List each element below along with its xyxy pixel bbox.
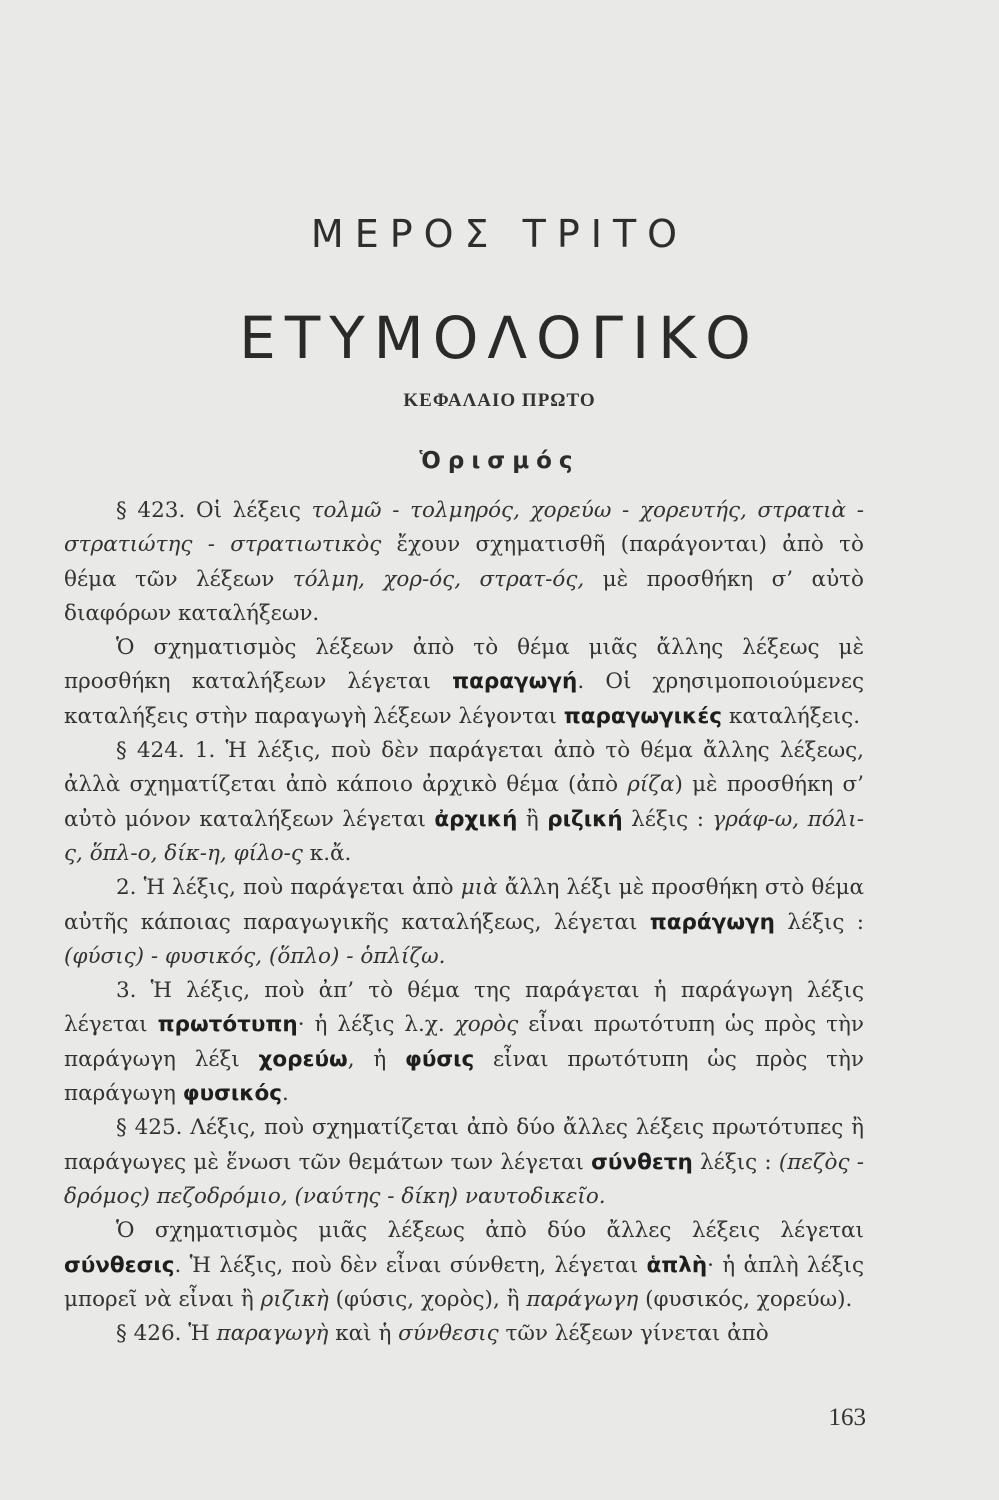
section-heading: Ὁρισμός <box>419 448 580 474</box>
bold-term: παράγωγη <box>649 909 775 935</box>
text-run: (φύσις, χορὸς), ἢ <box>328 1286 527 1312</box>
text-run: εἶναι πρωτότυπη ὡς πρὸς τὴν παράγωγη <box>64 1046 864 1107</box>
text-run: . <box>282 1081 289 1107</box>
text-run: § 424. 1. Ἡ λέξις, ποὺ δὲν παράγεται ἀπὸ τὸ θέμα ἄλλης λέξεως, ἀλλὰ σχηματίζεται ἀπὸ κάποιο ἀρχικὸ θέμα (ἀπὸ <box>64 738 864 798</box>
text-run: . Ἡ λέξις, ποὺ δὲν εἶναι σύνθετη, λέγεται <box>174 1252 647 1278</box>
text-run: § 425. Λέξις, ποὺ σχηματίζεται ἀπὸ δύο ἄλλες λέξεις πρωτότυπες ἢ παράγωγες μὲ ἕνωσι τῶν θεμάτων των λέγεται <box>64 1115 864 1175</box>
paragraph <box>64 1111 864 1214</box>
italic-text: ρίζα <box>627 772 675 798</box>
paragraph <box>64 871 864 974</box>
text-run: καὶ ἡ <box>328 1321 399 1347</box>
text-run: τῶν λέξεων γίνεται ἀπὸ <box>498 1321 769 1347</box>
text-run: καταλήξεις. <box>722 703 861 729</box>
bold-term: σύνθεσις <box>64 1252 175 1278</box>
paragraph <box>64 494 864 631</box>
page-number: 163 <box>828 1404 866 1431</box>
text-run: Ὁ σχηματισμὸς λέξεων ἀπὸ τὸ θέμα μιᾶς ἄλλης λέξεως μὲ προσθήκη καταλήξεων λέγεται <box>64 635 864 695</box>
italic-text: τολμῶ - τολμηρός, χορεύω - χορευτής, στρατιὰ - στρατιώτης - στρατιωτικὸς <box>64 498 864 558</box>
italic-text: χορὸς <box>454 1012 519 1038</box>
text-run: 2. Ἡ λέξις, ποὺ παράγεται ἀπὸ <box>116 875 461 901</box>
bold-term: πρωτότυπη <box>157 1012 298 1038</box>
text-run: λέξις : <box>775 909 864 935</box>
body-text <box>64 494 864 1351</box>
main-title: ΕΤΥΜΟΛΟΓΙΚΟ <box>239 304 760 372</box>
text-run: , ἡ <box>347 1046 406 1072</box>
bold-term: ἀρχική <box>434 806 518 832</box>
text-run: · ἡ λέξις λ.χ. <box>297 1012 455 1038</box>
bold-term: σύνθετη <box>591 1149 693 1175</box>
paragraph <box>64 1214 864 1317</box>
part-title: ΜΕΡΟΣ ΤΡΙΤΟ <box>310 212 689 256</box>
italic-text: ριζικὴ <box>260 1286 329 1312</box>
paragraph <box>64 734 864 871</box>
italic-text: (φύσις) - φυσικός, (ὅπλο) - ὁπλίζω. <box>64 943 446 969</box>
italic-text: παραγωγὴ <box>216 1321 329 1347</box>
italic-text: γράφ-ω, πόλι-ς, ὅπλ-ο, δίκ-η, φίλο-ς <box>64 806 864 866</box>
bold-term: φύσις <box>405 1046 475 1072</box>
text-run: 3. Ἡ λέξις, ποὺ ἀπ’ τὸ θέμα της παράγεται ἡ παράγωγη λέξις λέγεται <box>64 978 864 1038</box>
text-run: ἄλλη λέξι μὲ προσθήκη στὸ θέμα αὐτῆς κάποιας παραγωγικῆς καταλήξεως, λέγεται <box>64 875 865 935</box>
italic-text: (πεζὸς - δρόμος) πεζοδρόμιο, (ναύτης - δίκη) ναυτοδικεῖο. <box>64 1149 865 1209</box>
bold-term: ἁπλὴ <box>646 1252 708 1278</box>
text-run: · ἡ ἁπλὴ λέξις μπορεῖ νὰ εἶναι ἢ <box>64 1252 865 1312</box>
text-run: λέξις : <box>622 806 713 832</box>
paragraph <box>64 1317 864 1351</box>
chapter-heading: ΚΕΦΑΛΑΙΟ ΠΡΩΤΟ <box>403 390 596 411</box>
text-run: λέξις : <box>692 1149 779 1175</box>
italic-text: τόλμη, χορ-ός, στρατ-ός, <box>292 566 585 592</box>
bold-term: ριζική <box>547 806 623 832</box>
bold-term: παραγωγικές <box>563 703 723 729</box>
text-run: εἶναι πρωτότυπη ὡς πρὸς τὴν παράγωγη λέξι <box>64 1012 864 1072</box>
paragraph <box>64 974 864 1111</box>
bold-term: παραγωγή <box>452 669 578 695</box>
text-run: μὲ προσθήκη σ’ αὐτὸ διαφόρων καταλήξεων. <box>64 566 864 626</box>
text-run: ἔχουν σχηματισθῆ (παράγονται) ἀπὸ τὸ θέμα τῶν λέξεων <box>64 532 864 592</box>
text-run: Ὁ σχηματισμὸς μιᾶς λέξεως ἀπὸ δύο ἄλλες λέξεις λέγεται <box>116 1218 864 1244</box>
text-run: ἢ <box>517 806 548 832</box>
bold-term: χορεύω <box>258 1046 348 1072</box>
text-run: κ.ἄ. <box>302 840 352 866</box>
italic-text: παράγωγη <box>526 1286 639 1312</box>
text-run: § 426. Ἡ <box>116 1321 217 1347</box>
text-run: § 423. Οἱ λέξεις <box>116 498 312 523</box>
text-run: ) μὲ προσθήκη σ’ αὐτὸ μόνον καταλήξεων λέγεται <box>64 772 865 832</box>
italic-text: μιὰ <box>460 875 498 901</box>
bold-term: φυσικός <box>182 1081 283 1107</box>
italic-text: σύνθεσις <box>398 1321 499 1347</box>
text-run: (φυσικός, χορεύω). <box>638 1286 853 1312</box>
paragraph <box>64 631 864 734</box>
text-run: . Οἱ χρησιμοποιούμενες καταλήξεις στὴν παραγωγὴ λέξεων λέγονται <box>64 669 865 729</box>
